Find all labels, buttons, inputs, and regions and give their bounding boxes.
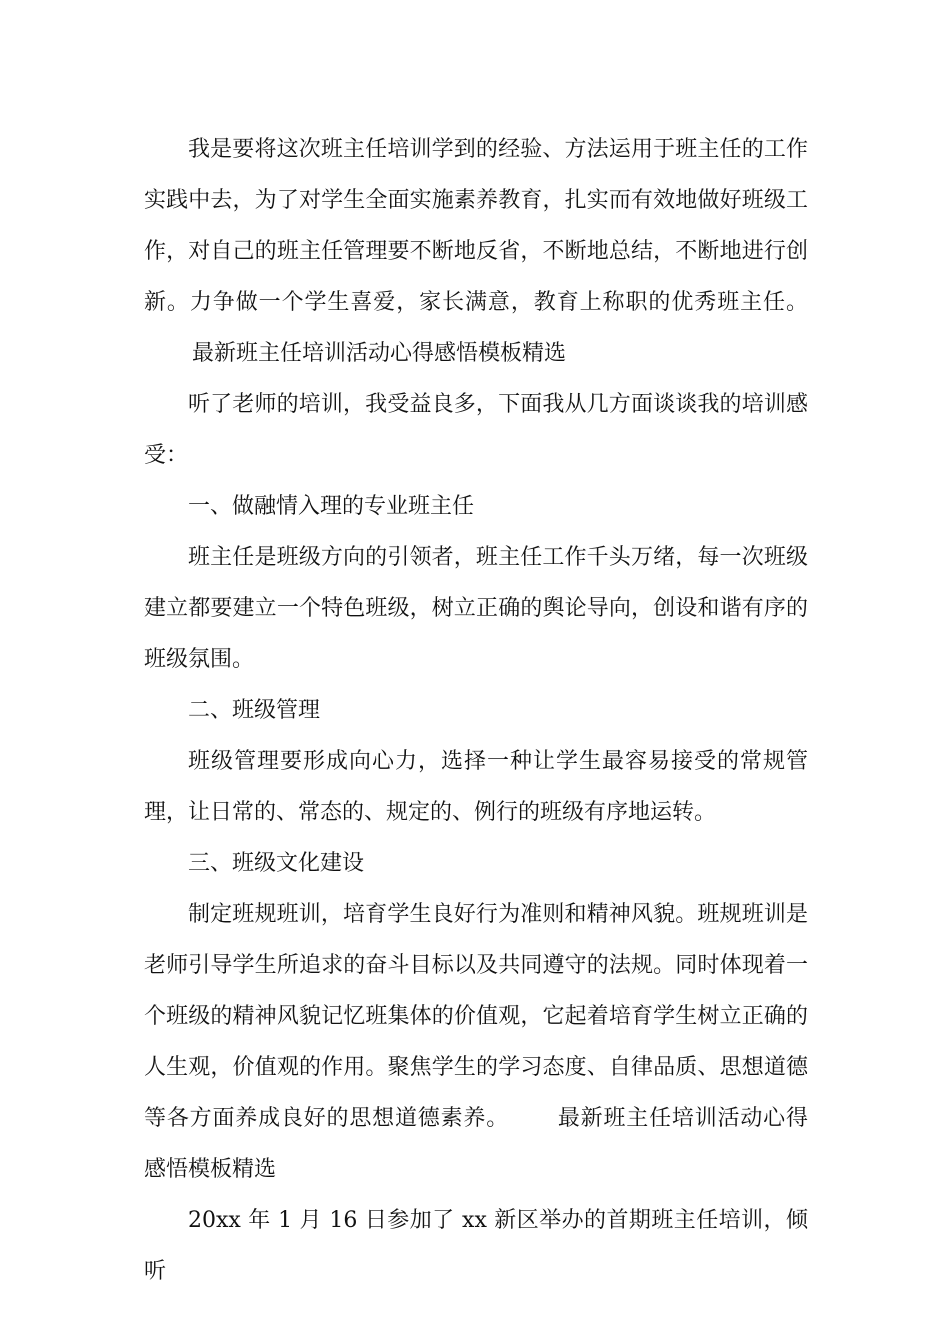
inline-title: 最新班主任培训活动心得感悟模板精选 (144, 1106, 808, 1182)
paragraph: 听了老师的培训，我受益良多，下面我从几方面谈谈我的培训感受： (144, 392, 808, 468)
inline-title: 最新班主任培训活动心得感悟模板精选 (192, 341, 567, 366)
section-heading: 三、班级文化建设 (188, 851, 365, 876)
section-heading: 二、班级管理 (188, 698, 321, 723)
paragraph-text: 制定班规班训，培育学生良好行为准则和精神风貌。班规班训是老师引导学生所追求的奋斗目标以及共同遵守的法规。同时体现着一个班级的精神风貌记忆班集体的价值观，它起着培育学生树立正确的人生观，价值观的作用。聚焦学生的学习态度、自律品质、思想道德等各方面养成良好的思想道德素养。 (144, 902, 808, 1131)
paragraph: 班主任是班级方向的引领者，班主任工作千头万绪，每一次班级建立都要建立一个特色班级，树立正确的舆论导向，创设和谐有序的班级氛围。 (144, 545, 808, 672)
paragraph: 班级管理要形成向心力，选择一种让学生最容易接受的常规管理，让日常的、常态的、规定的、例行的班级有序地运转。 (144, 749, 808, 825)
paragraph (144, 889, 808, 1195)
paragraph: 20xx 年 1 月 16 日参加了 xx 新区举办的首期班主任培训，倾听 (144, 1208, 808, 1284)
section-heading: 一、做融情入理的专业班主任 (188, 494, 475, 519)
document-body (144, 124, 808, 1297)
paragraph (144, 124, 808, 379)
paragraph-text: 我是要将这次班主任培训学到的经验、方法运用于班主任的工作实践中去，为了对学生全面实施素养教育，扎实而有效地做好班级工作，对自己的班主任管理要不断地反省，不断地总结，不断地进行创新。力争做一个学生喜爱，家长满意，教育上称职的优秀班主任。 (144, 137, 808, 315)
